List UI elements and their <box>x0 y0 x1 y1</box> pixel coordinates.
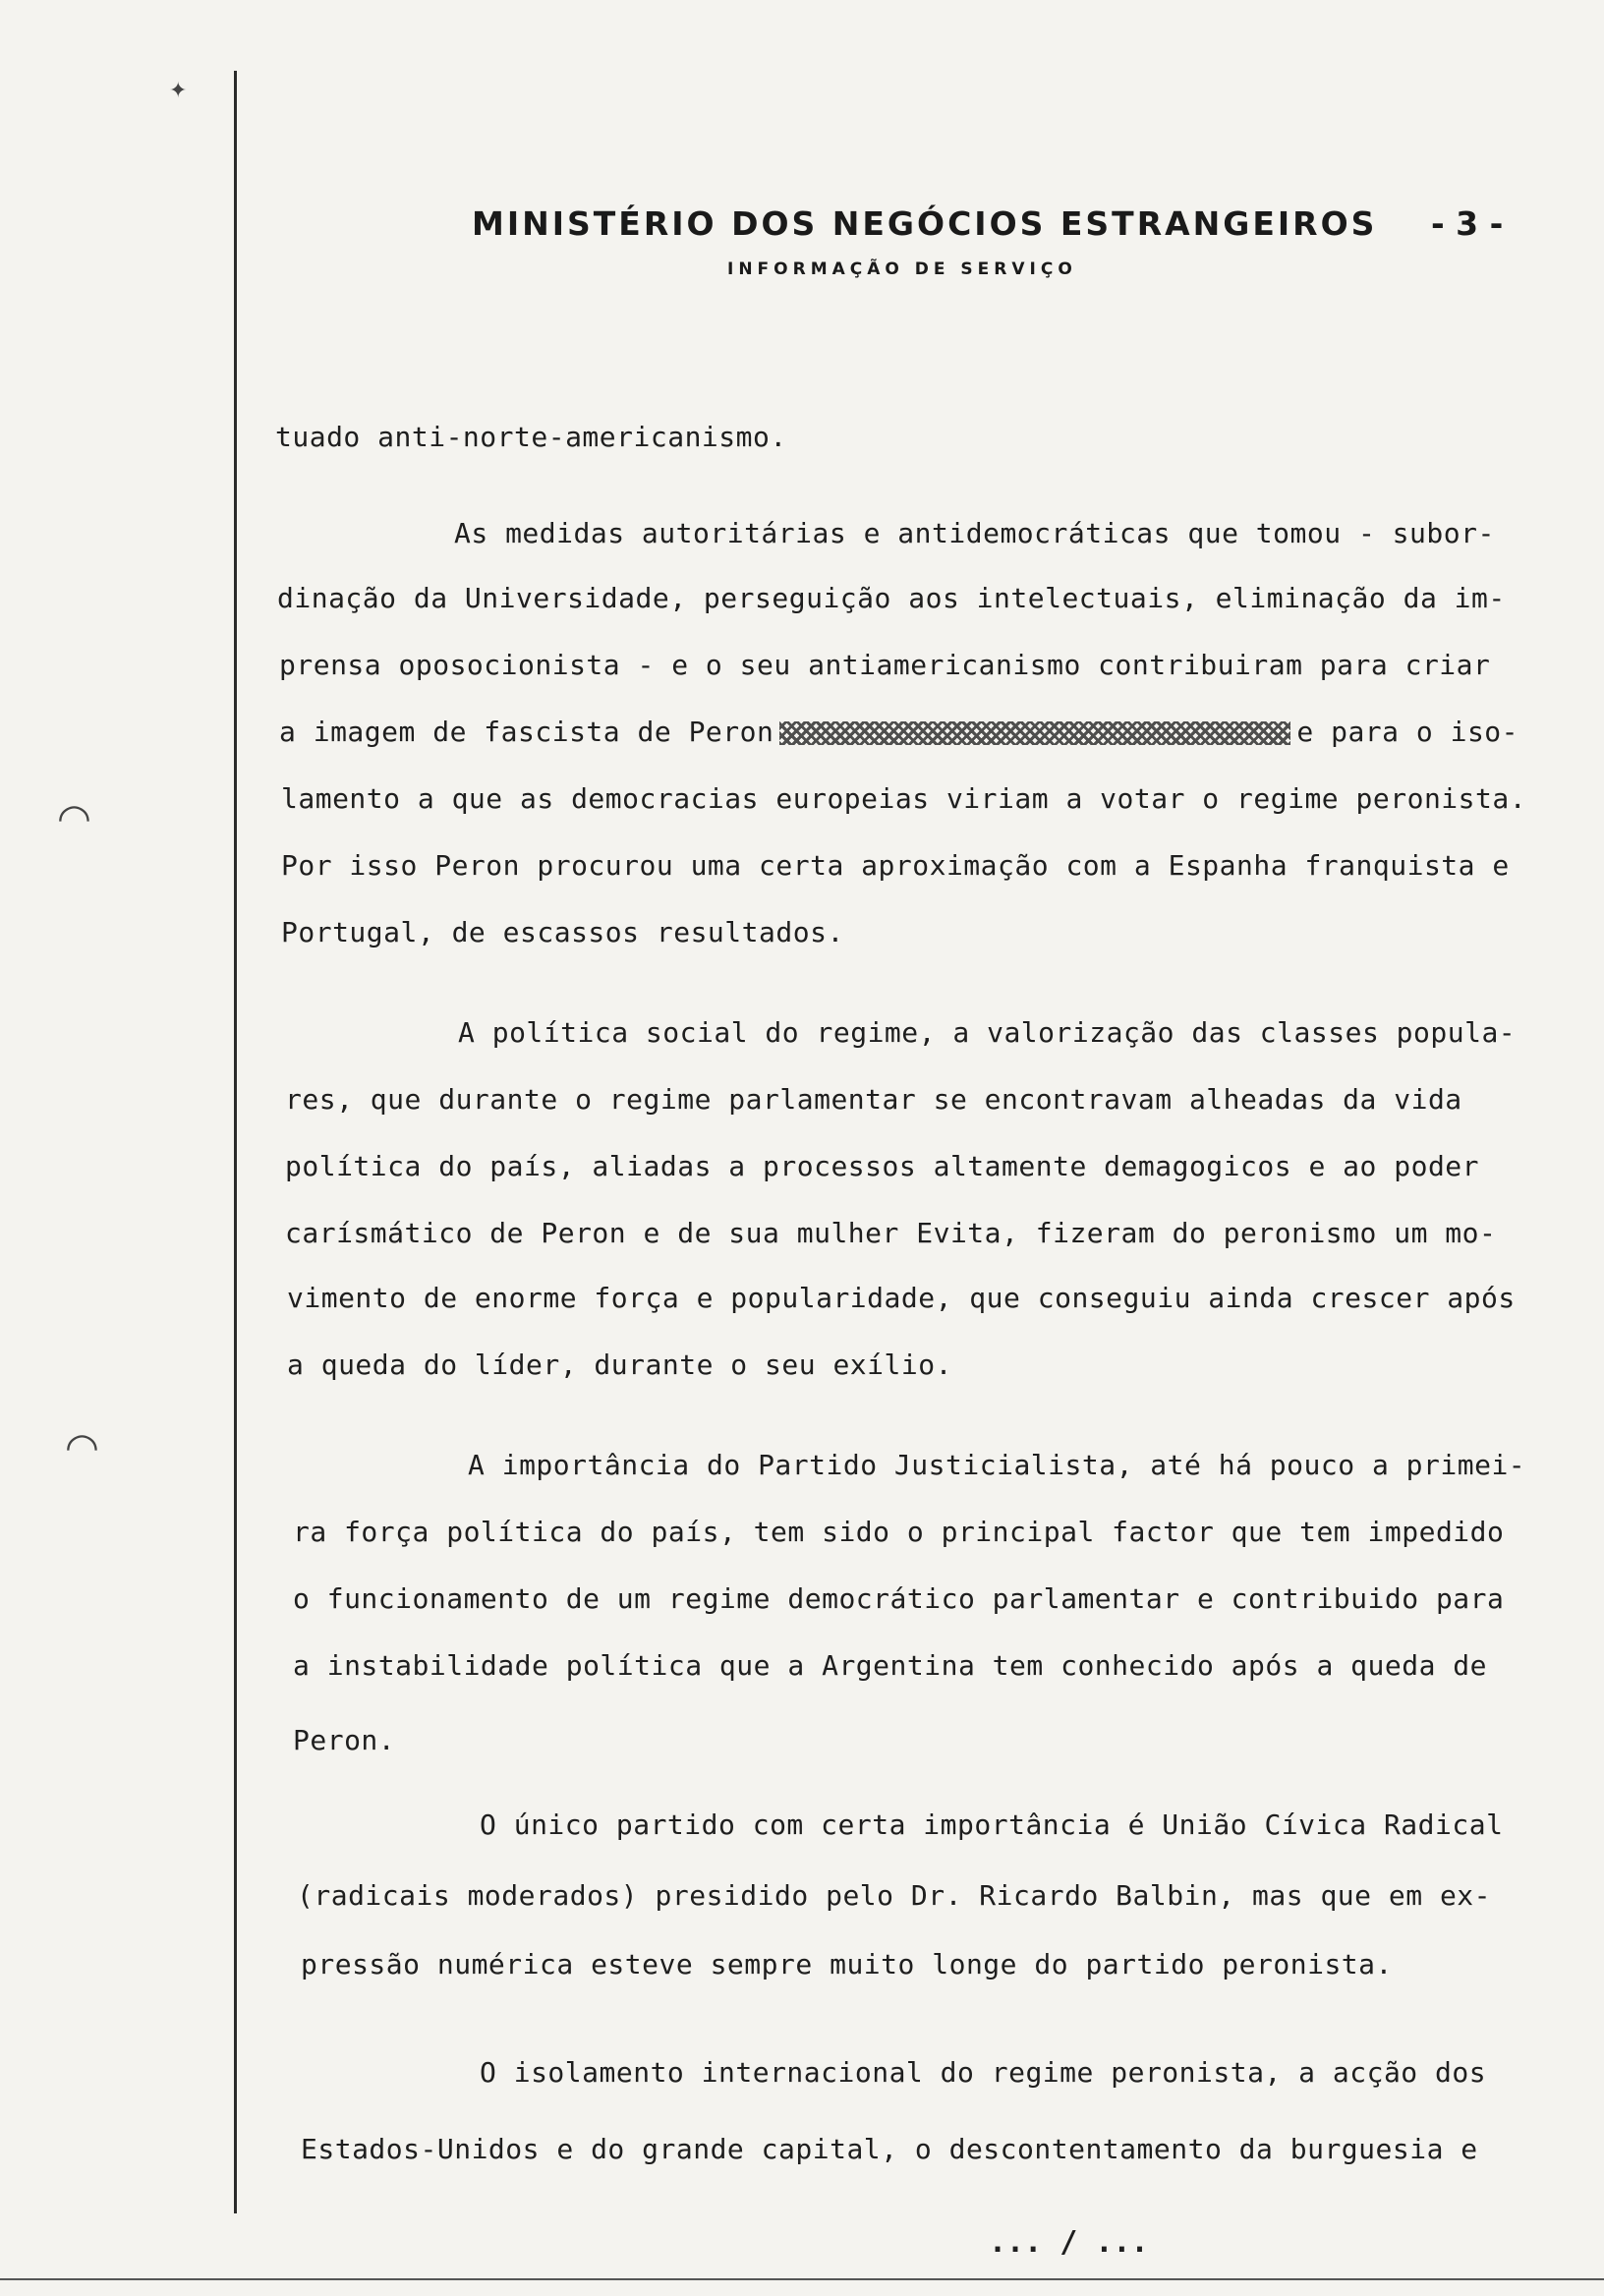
text-line: prensa oposocionista - e o seu antiamericanismo contribuiram para criar <box>279 649 1491 681</box>
document-subtitle: INFORMAÇÃO DE SERVIÇO <box>727 259 1077 279</box>
page-number: - 3 - <box>1431 204 1504 243</box>
ministry-title: MINISTÉRIO DOS NEGÓCIOS ESTRANGEIROS <box>472 204 1378 243</box>
text-line <box>279 716 1518 748</box>
text-line: política do país, aliadas a processos altamente demagogicos e ao poder <box>285 1150 1480 1182</box>
text-line: o funcionamento de um regime democrático parlamentar e contribuido para <box>293 1582 1505 1615</box>
text-line: lamento a que as democracias europeias viriam a votar o regime peronista. <box>281 782 1527 815</box>
text-line: Peron. <box>293 1724 396 1756</box>
text-line: (radicais moderados) presidido pelo Dr. Ricardo Balbin, mas que em ex- <box>297 1879 1492 1912</box>
margin-rule <box>234 71 237 2213</box>
text-line: vimento de enorme força e popularidade, que conseguiu ainda crescer após <box>287 1282 1516 1314</box>
text-line: O único partido com certa importância é União Cívica Radical <box>480 1808 1504 1841</box>
binder-hole-icon: ◠ <box>65 1425 99 1470</box>
text-line: a queda do líder, durante o seu exílio. <box>287 1349 952 1381</box>
text-line: pressão numérica esteve sempre muito longe do partido peronista. <box>301 1948 1393 1980</box>
redaction-mark <box>779 721 1290 745</box>
text-line: dinação da Universidade, perseguição aos intelectuais, eliminação da im- <box>277 582 1506 614</box>
text-line: A importância do Partido Justicialista, até há pouco a primei- <box>468 1449 1526 1481</box>
binder-hole-icon: ◠ <box>57 796 91 841</box>
punch-mark-icon: ✦ <box>169 79 188 103</box>
text-line: O isolamento internacional do regime peronista, a acção dos <box>480 2056 1487 2089</box>
text-line: a instabilidade política que a Argentina tem conhecido após a queda de <box>293 1649 1488 1682</box>
continuation-marker: ... / ... <box>989 2225 1149 2260</box>
text-line: As medidas autoritárias e antidemocráticas que tomou - subor- <box>454 517 1495 549</box>
bottom-edge-rule <box>0 2278 1604 2280</box>
text-line: Portugal, de escassos resultados. <box>281 916 844 948</box>
text-line: Por isso Peron procurou uma certa aproximação com a Espanha franquista e <box>281 849 1510 882</box>
text-segment: e para o iso- <box>1296 716 1519 748</box>
text-line: tuado anti-norte-americanismo. <box>275 421 787 453</box>
text-line: A política social do regime, a valorização das classes popula- <box>458 1016 1517 1049</box>
text-line: ra força política do país, tem sido o principal factor que tem impedido <box>293 1516 1505 1548</box>
text-line: Estados-Unidos e do grande capital, o descontentamento da burguesia e <box>301 2133 1478 2165</box>
text-line: res, que durante o regime parlamentar se encontravam alheadas da vida <box>285 1083 1462 1116</box>
text-segment: a imagem de fascista de Peron <box>279 716 774 748</box>
text-line: carísmático de Peron e de sua mulher Evita, fizeram do peronismo um mo- <box>285 1217 1497 1249</box>
